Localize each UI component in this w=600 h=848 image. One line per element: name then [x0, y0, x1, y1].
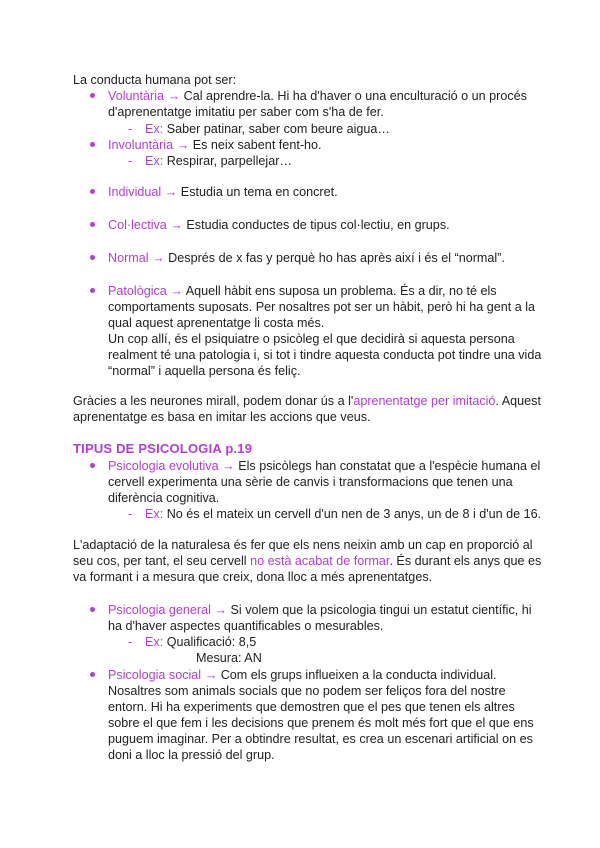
mirror-paragraph-line-2: aprenentatge es basa en imitar les accions que veus. [73, 410, 371, 424]
term-social: Psicologia social → [108, 668, 218, 682]
bullet-icon [90, 93, 95, 98]
evolutiva-line-2: cervell experimenta una sèrie de canvis i transformacions que tenen una [108, 475, 513, 489]
bullet-icon [90, 672, 95, 677]
term-general: Psicologia general → [108, 603, 228, 617]
social-line-2: Nosaltres som animals socials que no podem ser feliços fora del nostre [108, 684, 506, 698]
voluntaria-line-1: Cal aprendre-la. Hi ha d'haver o una enculturació o un procés [180, 89, 527, 103]
social-line-4: sobre el que fem i les decisions que prenem és molt més fort que el que ens [108, 716, 534, 730]
social-line-5: puguem imaginar. Per a obtindre resultat, es crea un escenari artificial on es [108, 732, 533, 746]
example-text: Qualificació: 8,5 [163, 635, 257, 649]
general-example [145, 634, 256, 651]
dash-marker: - [128, 507, 133, 521]
term-voluntaria: Voluntària → [108, 89, 181, 103]
bullet-icon [90, 142, 95, 147]
dash-marker: - [128, 154, 133, 168]
evolutiva-line-3: diferència cognitiva. [108, 491, 220, 505]
adaptacio-line-3: va formant i a mesura que creix, dona lloc a més aprenentatges. [73, 570, 433, 584]
item-normal [108, 250, 505, 267]
patologica-line-1: Aquell hàbit ens suposa un problema. És a dir, no té els [182, 284, 497, 298]
evolutiva-example [145, 506, 541, 523]
mirror-text-post: . Aquest [495, 394, 541, 408]
patologica-line-5: realment té una patologia i, si tot i tindre aquesta conducta pot tindre una vida [108, 348, 542, 362]
individual-text: Estudia un tema en concret. [177, 185, 338, 199]
bullet-icon [90, 255, 95, 260]
item-social [108, 667, 497, 684]
term-evolutiva: Psicologia evolutiva → [108, 459, 235, 473]
example-label: Ex: [145, 154, 164, 168]
bullet-icon [90, 607, 95, 612]
adaptacio-highlight: no està acabat de formar [250, 554, 390, 568]
term-involuntaria: Involuntària → [108, 138, 190, 152]
mirror-text-pre: Gràcies a les neurones mirall, podem donar ús a l' [73, 394, 354, 408]
collectiva-text: Estudia conductes de tipus col·lectiu, en grups. [182, 218, 450, 232]
dash-marker: - [128, 122, 133, 136]
dash-marker: - [128, 635, 133, 649]
item-collectiva [108, 217, 450, 234]
term-individual: Individual → [108, 185, 178, 199]
term-patologica: Patològica → [108, 284, 183, 298]
mirror-highlight: aprenentatge per imitació [353, 394, 496, 408]
general-line-2: ha d'haver aspectes quantificables o mesurables. [108, 619, 384, 633]
normal-text: Després de x fas y perquè ho has après així i és el “normal”. [164, 251, 505, 265]
item-individual [108, 184, 338, 201]
bullet-icon [90, 189, 95, 194]
item-voluntaria [108, 88, 527, 105]
term-collectiva: Col·lectiva → [108, 218, 183, 232]
social-line-6: doni a lloc la pressió del grup. [108, 748, 275, 762]
adaptacio-text-post: . És durant els anys que es [389, 554, 542, 568]
adaptacio-line-1: L'adaptació de la naturalesa és fer que els nens neixin amb un cap en proporció al [73, 538, 533, 552]
section-heading: TIPUS DE PSICOLOGIA p.19 [73, 441, 253, 456]
mirror-paragraph-line-1 [73, 393, 541, 410]
term-normal: Normal → [108, 251, 165, 265]
involuntaria-example [145, 153, 292, 170]
bullet-icon [90, 222, 95, 227]
general-example-line-2: Mesura: AN [196, 651, 262, 665]
example-label: Ex: [145, 507, 164, 521]
patologica-line-3: qual aquest aprenentatge li costa més. [108, 316, 325, 330]
voluntaria-example [145, 121, 390, 138]
bullet-icon [90, 463, 95, 468]
item-general [108, 602, 532, 619]
adaptacio-text-pre: seu cos, per tant, el seu cervell [73, 554, 251, 568]
item-evolutiva [108, 458, 540, 475]
item-involuntaria [108, 137, 322, 154]
patologica-line-4: Un cop allí, és el psiquiatre o psicòleg el que decidirà si aquesta persona [108, 332, 515, 346]
example-text: No és el mateix un cervell d'un nen de 3 anys, un de 8 i d'un de 16. [163, 507, 542, 521]
social-line-1: Com els grups influeixen a la conducta individual. [217, 668, 497, 682]
bullet-icon [90, 288, 95, 293]
intro-text: La conducta humana pot ser: [73, 73, 237, 87]
general-line-1: Si volem que la psicologia tingui un estatut científic, hi [227, 603, 532, 617]
example-text: Respirar, parpellejar… [163, 154, 292, 168]
example-label: Ex: [145, 122, 164, 136]
patologica-line-6: “normal” i aquella persona és feliç. [108, 364, 301, 378]
example-label: Ex: [145, 635, 164, 649]
patologica-line-2: comportaments suposats. Per nosaltres pot ser un hàbit, però hi ha gent a la [108, 300, 536, 314]
involuntaria-line-1: Es neix sabent fent-ho. [189, 138, 322, 152]
voluntaria-line-2: d'aprenentatge imitatiu per saber com s'ha de fer. [108, 105, 384, 119]
evolutiva-line-1: Els psicòlegs han constatat que a l'espècie humana el [234, 459, 541, 473]
example-text: Saber patinar, saber com beure aigua… [163, 122, 391, 136]
item-patologica [108, 283, 497, 300]
adaptacio-line-2 [73, 553, 541, 570]
social-line-3: entorn. Hi ha experiments que demostren que el pes que tenen els altres [108, 700, 515, 714]
